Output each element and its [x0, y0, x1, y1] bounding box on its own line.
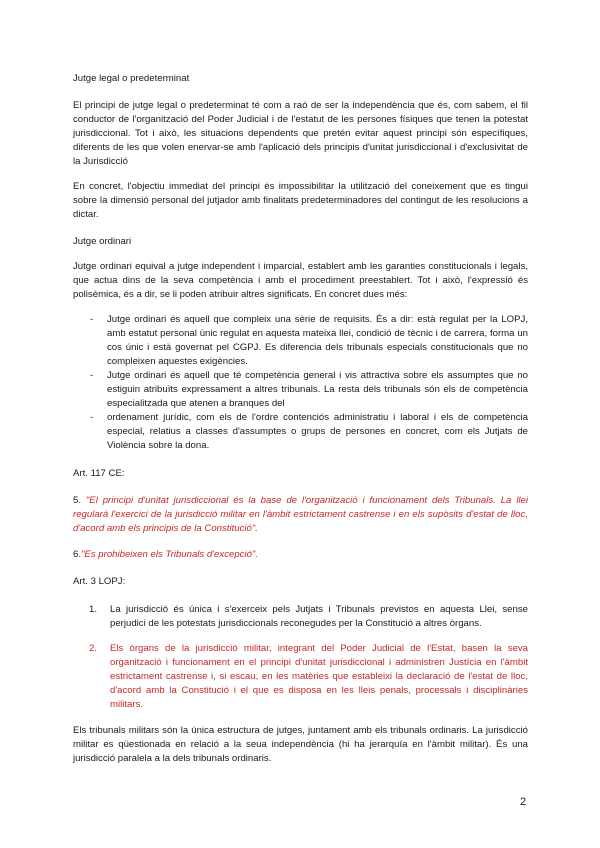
art3-list	[73, 603, 528, 712]
item-number: 1.	[89, 604, 98, 615]
list-item: - Jutge ordinari és aquell que té competència general i vis attractiva sobre els assumptes que no estiguin atribuïts expressament a altres tribunals. La resta dels tribunals són els de competència especialitzada que atenen a branques del	[90, 370, 528, 409]
heading-jutge-ordinari: Jutge ordinari	[73, 236, 132, 247]
item-number: 2.	[89, 643, 98, 654]
art117-item-6	[73, 548, 528, 562]
art117-item-6-number: 6.	[73, 549, 82, 560]
list-item	[73, 603, 528, 631]
paragraph-jutge-ordinari: Jutge ordinari equival a jutge independent i imparcial, establert amb les garanties constitucionals i legals, que actua dins de la seva competència i amb el procediment preestablert. Tot i això, l'expressió és polisèmica, és a dir, se li poden atribuir altres significats. En concret dues més:	[73, 261, 528, 300]
dash-marker: -	[90, 412, 94, 423]
dash-list	[73, 313, 528, 453]
art117-item-5	[73, 494, 528, 536]
dash-marker: -	[90, 370, 94, 381]
paragraph-objectiu: En concret, l'objectiu immediat del principi és impossibilitar la utilització del coneixement que es tingui sobre la dimensió personal del jutjador amb finalitats predeterminadores del contingut de les resolucions a dictar.	[73, 181, 528, 220]
heading-jutge-legal: Jutge legal o predeterminat	[73, 73, 190, 84]
art3-heading: Art. 3 LOPJ:	[73, 576, 126, 587]
list-item	[73, 642, 528, 712]
list-item: - ordenament jurídic, com els de l'ordre contenciós administratiu i laboral i els de competència especial, relatius a classes d'assumptes o grups de persones en concret, com els Jutjats de Violència sobre la dona.	[90, 412, 528, 451]
art117-item-5-quote: "El principi d'unitat jurisdiccional és la base de l'organització i funcionament dels Tribunals. La llei regularà l'exercici de la jurisdicció militar en l'àmbit estrictament castrense i en els supòsits d'estat de lloc, d'acord amb els principis de la Constitució".	[73, 495, 528, 534]
art117-item-5-number: 5.	[73, 495, 82, 506]
dash-marker: -	[90, 314, 94, 325]
item-text: La jurisdicció és única i s'exerceix pels Jutjats i Tribunals previstos en aquesta Llei, sense perjudici de les potestats jurisdiccionals reconegudes per la Constitució a altres òrgans.	[110, 604, 528, 629]
page-number: 2	[520, 796, 527, 808]
art117-heading: Art. 117 CE:	[73, 468, 125, 479]
art117-item-6-quote: "Es prohibeixen els Tribunals d'excepció".	[81, 549, 258, 560]
list-item: - Jutge ordinari és aquell que compleix una sèrie de requisits. És a dir: està regulat per la LOPJ, amb estatut personal únic regulat en aquesta mateixa llei, condició de tècnic i de carrera, forma un cos únic i està governat pel CGPJ. Es diferencia dels tribunals especials constitucionals que no compleixen aquestes exigències.	[90, 314, 528, 367]
paragraph-tribunals-militars: Els tribunals militars són la única estructura de jutges, juntament amb els tribunals ordinaris. La jurisdicció militar es qüestionada en relació a la seua independència (hi ha jerarquía en l'àmbit militar). És una jurisdicció paralela a la dels tribunals ordinaris.	[73, 725, 528, 764]
paragraph-jutge-legal: El principi de jutge legal o predeterminat té com a raó de ser la independència que és, com sabem, el fil conductor de l'organització del Poder Judicial i de l'estatut de les persones físiques que tenen la potestat jurisdiccional. Tot i això, les situacions dependents que pretén evitar aquest principi són específiques, diferents de les que volen enervar-se amb l'aplicació dels principis d'unitat jurisdiccional i d'exclusivitat de la Jurisdicció	[73, 100, 528, 167]
item-text: Els òrgans de la jurisdicció militar, integrant del Poder Judicial de l'Estat, basen la seva organització i funcionament en el principi d'unitat jurisdiccional i administren Justícia en l'àmbit estrictament castrense i, si escau, en les matèries que estableixi la declaració de l'estat de lloc, d'acord amb la Constitució i el que es disposa en les lleis penals, processals i disciplinàries militars.	[110, 643, 528, 710]
